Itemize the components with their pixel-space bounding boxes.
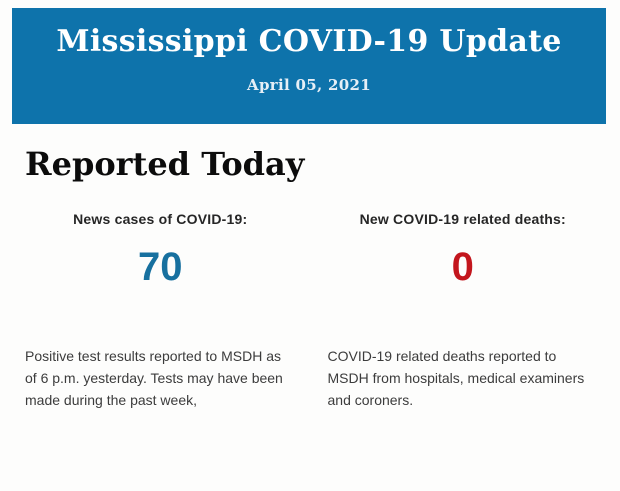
section-heading: Reported Today [25,145,305,183]
new-cases-value: 70 [138,245,183,289]
stat-new-cases [25,210,296,411]
new-deaths-description: COVID-19 related deaths reported to MSDH from hospitals, medical examiners and coroners. [327,348,585,408]
new-deaths-value: 0 [451,245,474,289]
new-cases-description: Positive test results reported to MSDH as of 6 p.m. yesterday. Tests may have been made during the past week, [25,348,283,408]
report-date: April 05, 2021 [247,76,371,94]
covid-update-page [0,8,620,491]
page-title: Mississippi COVID-19 Update [56,24,562,59]
stats-grid [0,210,620,411]
stat-new-deaths [328,210,599,411]
report-body [0,144,620,411]
new-deaths-label: New COVID-19 related deaths: [359,211,566,227]
new-cases-label: News cases of COVID-19: [73,211,248,227]
header-banner [12,8,606,124]
